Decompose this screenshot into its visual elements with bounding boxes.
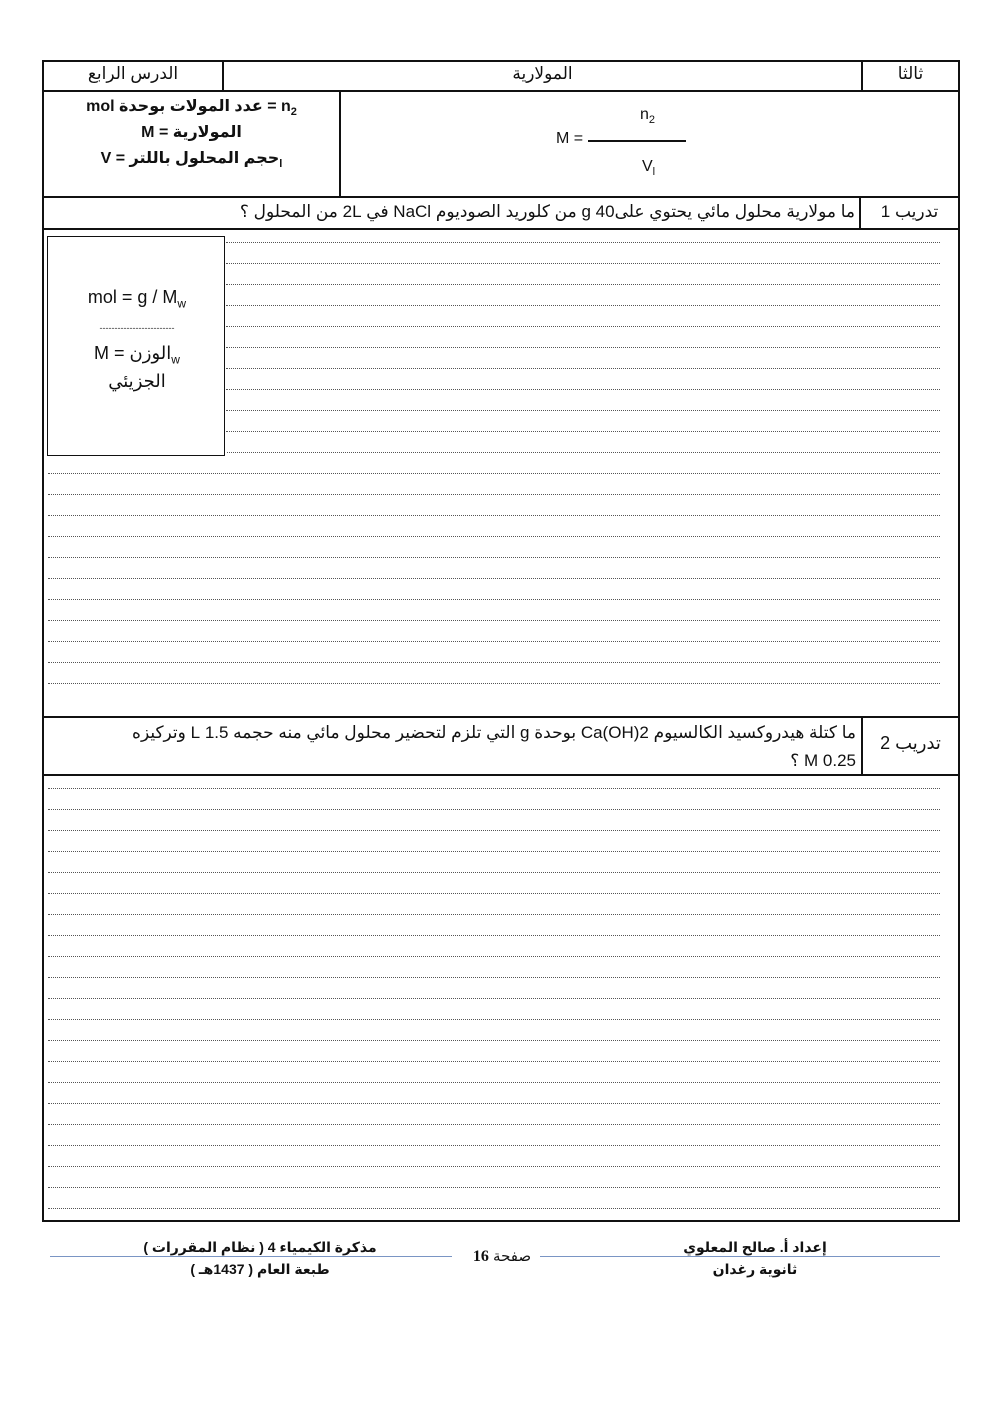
answer-line xyxy=(48,683,940,684)
footer-page: صفحة 16 xyxy=(472,1248,532,1265)
answer-line xyxy=(48,473,940,474)
answer-line xyxy=(48,515,940,516)
answer-line xyxy=(48,788,940,789)
answer-line xyxy=(226,242,940,243)
answer-line xyxy=(226,347,940,348)
footer-rule-left xyxy=(50,1256,452,1257)
answer-line xyxy=(48,578,940,579)
formula-denominator: $V_l$ xyxy=(642,158,656,179)
formula-divider xyxy=(339,90,341,198)
answer-line xyxy=(48,599,940,600)
answer-line xyxy=(48,935,940,936)
definition-n2: mol عدد المولات بوحدة = $n_2$ xyxy=(86,98,297,119)
footer-book: مذكرة الكيمياء 4 ( نظام المقررات ) xyxy=(143,1239,377,1255)
answer-line xyxy=(48,662,940,663)
answer-line xyxy=(48,893,940,894)
answer-line xyxy=(226,305,940,306)
exercise2-question-line1: ما كتلة هيدروكسيد الكالسيوم Ca(OH)2 بوحدة g التي تلزم لتحضير محلول مائي منه حجمه 1.5 L وتركيزه xyxy=(132,723,856,742)
answer-line xyxy=(48,956,940,957)
answer-line xyxy=(48,1145,940,1146)
answer-line xyxy=(226,410,940,411)
answer-line xyxy=(48,1124,940,1125)
answer-line xyxy=(226,263,940,264)
exercise2-label: تدريب 2 xyxy=(880,733,941,753)
answer-line xyxy=(48,620,940,621)
answer-line xyxy=(48,830,940,831)
answer-line xyxy=(226,431,940,432)
definition-Vl: حجم المحلول باللتر = $V_l$ xyxy=(100,150,283,171)
exercise1-question: ما مولارية محلول مائي يحتوي على40 g من كلوريد الصوديوم NaCl في 2L من المحلول ؟ xyxy=(239,202,855,221)
hint-definition-line2: الجزيئي xyxy=(108,371,166,391)
answer-line xyxy=(48,641,940,642)
hint-box xyxy=(47,236,225,456)
answer-line xyxy=(48,809,940,810)
exercise2-answer-lines xyxy=(48,774,940,1222)
answer-line xyxy=(48,1040,940,1041)
answer-line xyxy=(48,1061,940,1062)
hint-formula: mol = g / $M_w$ xyxy=(87,287,187,311)
answer-line xyxy=(48,998,940,999)
answer-line xyxy=(226,326,940,327)
footer-school: ثانوية رغدان xyxy=(712,1261,798,1277)
exercise1-label: تدريب 1 xyxy=(880,202,939,221)
header-title: المولارية xyxy=(512,64,573,83)
formula-lhs: M = xyxy=(556,130,584,147)
footer-author: إعداد أ. صالح المعلوي xyxy=(683,1239,827,1255)
answer-line xyxy=(48,1103,940,1104)
header-section: ثالثا xyxy=(897,64,924,83)
hint-definition: الوزن = $M_w$ xyxy=(94,343,180,367)
answer-line xyxy=(48,494,940,495)
header-lesson: الدرس الرابع xyxy=(87,64,179,83)
footer-page-number: 16 xyxy=(472,1248,489,1265)
answer-line xyxy=(48,977,940,978)
answer-line xyxy=(48,872,940,873)
answer-line xyxy=(226,284,940,285)
definition-M: المولارية = M xyxy=(141,124,242,141)
answer-line xyxy=(48,851,940,852)
answer-line xyxy=(48,1208,940,1209)
answer-line xyxy=(48,1019,940,1020)
answer-line xyxy=(48,557,940,558)
hint-divider: ------------------------- xyxy=(99,323,175,333)
answer-line xyxy=(226,389,940,390)
answer-line xyxy=(48,1082,940,1083)
answer-line xyxy=(48,1187,940,1188)
footer-rule-right xyxy=(540,1256,940,1257)
formula-fraction-bar xyxy=(588,140,686,142)
formula-numerator: $n_2$ xyxy=(640,106,656,127)
answer-line xyxy=(48,536,940,537)
footer-edition: طبعة العام ( 1437هـ ) xyxy=(190,1261,330,1277)
answer-line xyxy=(48,1166,940,1167)
answer-line xyxy=(226,368,940,369)
exercise2-question-line2: 0.25 M ؟ xyxy=(790,751,856,770)
answer-line xyxy=(48,914,940,915)
